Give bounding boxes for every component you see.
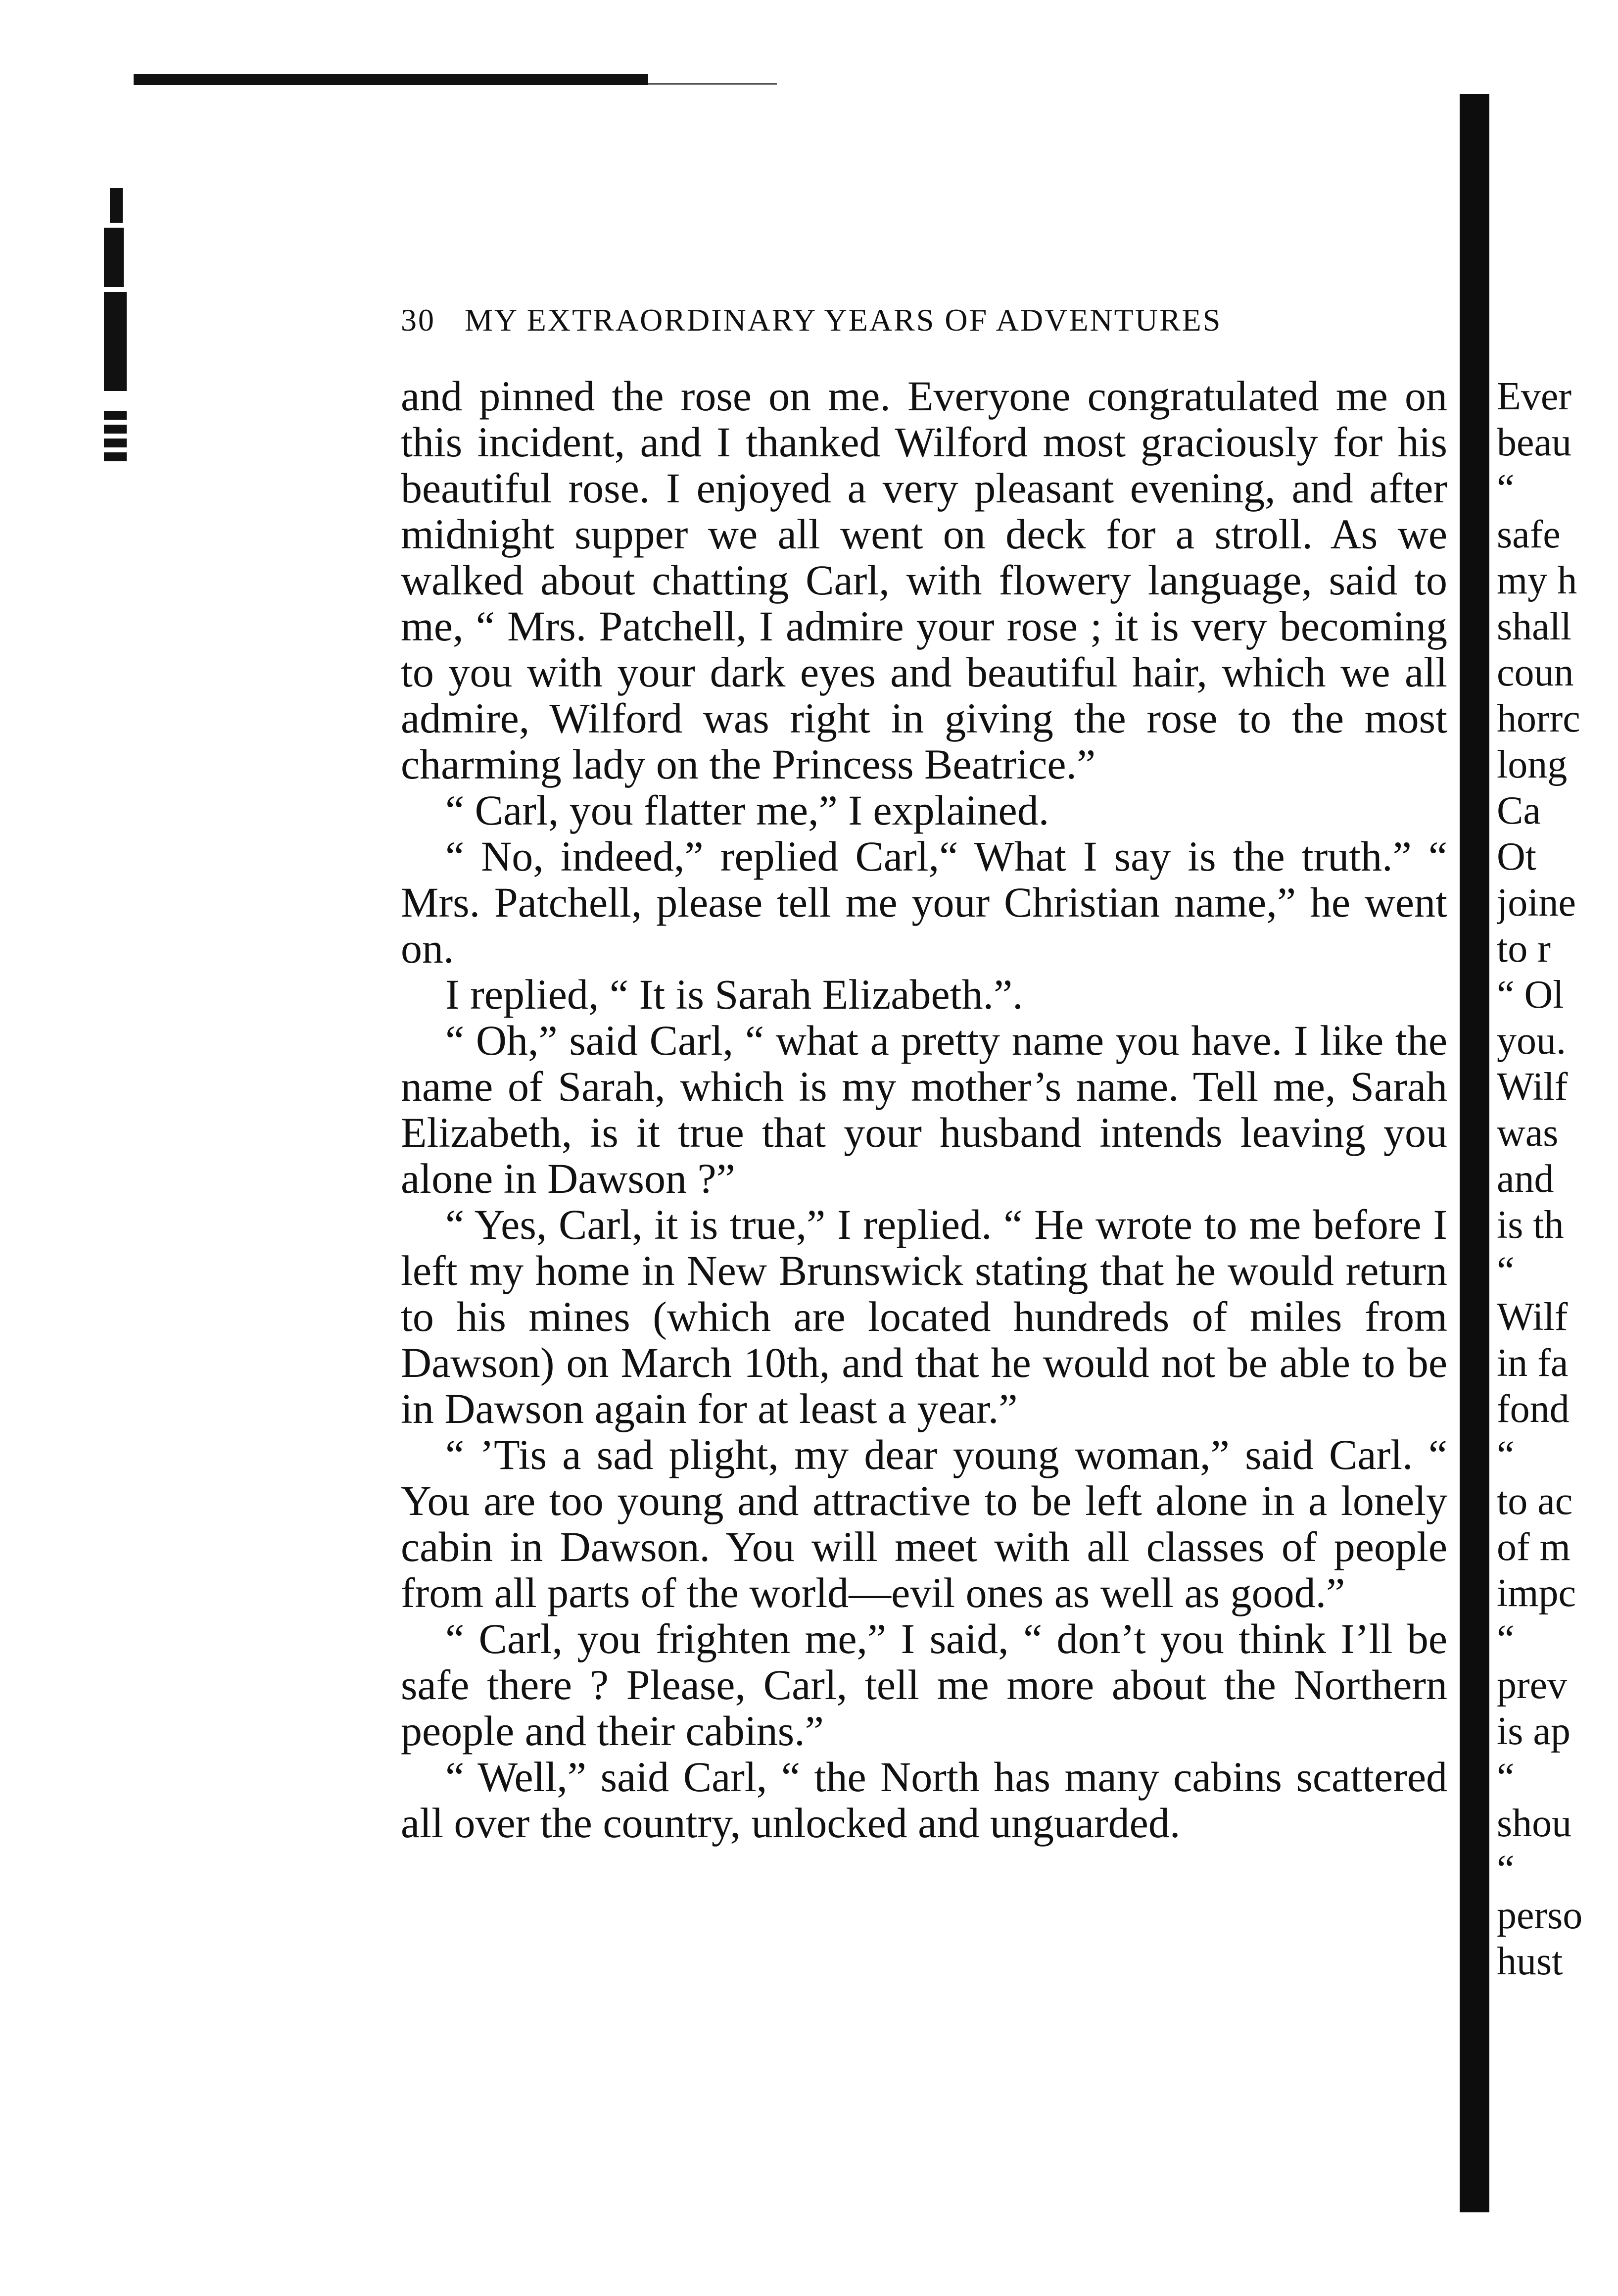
body-text (401, 373, 1447, 1846)
fragment-line: was (1497, 1111, 1559, 1155)
fragment-line: “ Ol (1497, 973, 1564, 1017)
paragraph: and pinned the rose on me. Everyone congratulated me on this incident, and I thanked Wilford most graciously for his beautiful rose. I enjoyed a very pleasant evening, and after midnight supper we all went on deck for a stroll. As we walked about chatting Carl, with flowery language, said to me, “ Mrs. Patchell, I admire your rose ; it is very becoming to you with your dark eyes and beautiful hair, which we all admire, Wilford was right in giving the rose to the most charming lady on the Princess Beatrice.” (401, 372, 1447, 788)
paragraph: “ ’Tis a sad plight, my dear young woman,” said Carl. “ You are too young and attractive to be left alone in a lonely cabin in Dawson. You will meet with all classes of people from all parts of the world—evil ones as well as good.” (401, 1431, 1447, 1616)
fragment-line: Ca (1497, 789, 1541, 832)
fragment-line: beau (1497, 421, 1572, 464)
fragment-line: perso (1497, 1894, 1583, 1937)
fragment-line: “ (1497, 1756, 1515, 1799)
fragment-line: impc (1497, 1571, 1576, 1615)
scan-left-marks (104, 188, 129, 466)
fragment-line: and (1497, 1157, 1554, 1201)
fragment-line: Wilf (1497, 1065, 1568, 1109)
fragment-line: fond (1497, 1387, 1570, 1431)
fragment-line: “ (1497, 1848, 1515, 1891)
paragraph: “ Yes, Carl, it is true,” I replied. “ He wrote to me before I left my home in New Brunswick stating that he would return to his mines (which are located hundreds of miles from Dawson) on March 10th, and that he would not be able to be in Dawson again for at least a year.” (401, 1201, 1447, 1432)
fragment-line: you. (1497, 1019, 1566, 1063)
fragment-line: coun (1497, 651, 1574, 694)
fragment-line: long (1497, 743, 1568, 786)
fragment-line: “ (1497, 1433, 1515, 1477)
fragment-line: joine (1497, 881, 1576, 925)
scan-edge-line (648, 83, 777, 85)
adjacent-page-fragment (1497, 374, 1618, 1985)
fragment-line: hust (1497, 1940, 1563, 1983)
fragment-line: my h (1497, 559, 1577, 602)
running-head (401, 302, 1447, 339)
book-gutter-shadow (1460, 94, 1489, 2212)
fragment-line: of m (1497, 1525, 1570, 1569)
fragment-line: Wilf (1497, 1295, 1568, 1339)
fragment-line: in fa (1497, 1341, 1569, 1385)
page-number: 30 (401, 302, 435, 338)
fragment-line: is ap (1497, 1710, 1570, 1753)
running-head-title: MY EXTRAORDINARY YEARS OF ADVENTURES (465, 302, 1222, 338)
paragraph: “ Carl, you flatter me,” I explained. (445, 786, 1049, 834)
fragment-line: “ (1497, 1249, 1515, 1293)
page-content (401, 302, 1447, 1846)
fragment-line: Ot (1497, 835, 1536, 879)
scan-edge-bar (134, 74, 648, 85)
fragment-line: is th (1497, 1203, 1564, 1247)
fragment-line: safe (1497, 513, 1561, 556)
fragment-line: to r (1497, 927, 1551, 971)
paragraph: “ Oh,” said Carl, “ what a pretty name you have. I like the name of Sarah, which is my mother’s name. Tell me, Sarah Elizabeth, is it true that your husband intends leaving you alone in Dawson ?” (401, 1017, 1447, 1202)
paragraph: “ No, indeed,” replied Carl,“ What I say is the truth.” “ Mrs. Patchell, please tell me your Christian name,” he went on. (401, 832, 1447, 972)
paragraph: “ Carl, you frighten me,” I said, “ don’t you think I’ll be safe there ? Please, Carl, tell me more about the Northern people and their cabins.” (401, 1615, 1447, 1755)
fragment-line: horrc (1497, 697, 1580, 740)
paragraph: I replied, “ It is Sarah Elizabeth.”. (445, 971, 1023, 1018)
fragment-line: Ever (1497, 375, 1572, 418)
fragment-line: “ (1497, 1617, 1515, 1661)
paragraph: “ Well,” said Carl, “ the North has many cabins scattered all over the country, unlocked and unguarded. (401, 1753, 1447, 1847)
fragment-line: prev (1497, 1663, 1568, 1707)
fragment-line: “ (1497, 467, 1515, 510)
fragment-line: shou (1497, 1802, 1572, 1845)
fragment-line: shall (1497, 605, 1572, 648)
fragment-line: to ac (1497, 1479, 1573, 1523)
